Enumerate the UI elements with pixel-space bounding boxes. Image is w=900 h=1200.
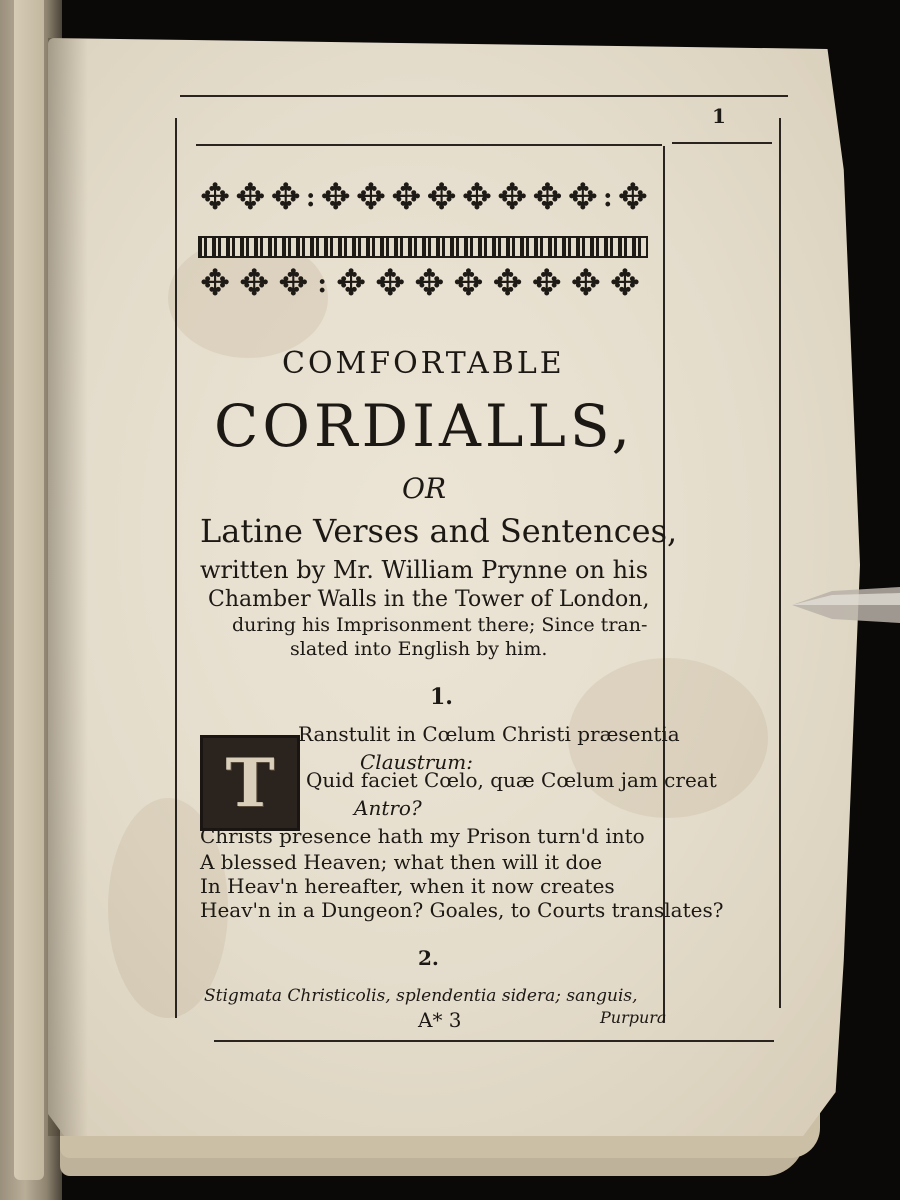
fleuron-icon: ✥ <box>335 263 367 304</box>
section-number-1: 1. <box>430 684 453 710</box>
header-rule-left <box>196 144 662 146</box>
ornament-bottom-row <box>200 263 640 304</box>
verse-english-line-3: In Heav'n hereafter, when it now creates <box>200 874 615 898</box>
fleuron-icon: ✥ <box>200 263 231 304</box>
gutter-shadow <box>48 38 88 1136</box>
fleuron-icon: ✥ <box>320 177 351 218</box>
ornament-colon: : <box>603 183 613 213</box>
fleuron-icon: ✥ <box>453 263 484 304</box>
ornament-top-row <box>200 177 648 218</box>
frame-outer-right <box>779 118 781 1008</box>
section-number-2: 2. <box>418 946 439 970</box>
subtitle-line-5: slated into English by him. <box>290 638 548 660</box>
fleuron-icon: ✥ <box>200 177 231 218</box>
signature-mark: A* 3 <box>418 1008 462 1032</box>
fleuron-icon: ✥ <box>235 177 266 218</box>
fleuron-icon: ✥ <box>375 263 406 304</box>
verse-latin-line-3: Stigmata Christicolis, splendentia sidera; sanguis, <box>204 986 638 1006</box>
verse-english-line-1: Christs presence hath my Prison turn'd into <box>200 824 645 848</box>
title-line-2: CORDIALLS, <box>214 392 635 460</box>
subtitle-line-1: Latine Verses and Sentences, <box>200 512 678 550</box>
subtitle-line-2: written by Mr. William Prynne on his <box>200 556 649 584</box>
fleuron-icon: ✥ <box>609 263 640 304</box>
ornament-band <box>198 236 648 258</box>
top-rule <box>180 95 788 97</box>
verse-latin-line-2-turnover: Antro? <box>354 796 422 820</box>
fleuron-icon: ✥ <box>497 177 528 218</box>
left-page-fold <box>14 0 44 1180</box>
verse-english-line-2: A blessed Heaven; what then will it doe <box>200 850 603 874</box>
ornament-colon: : <box>317 269 327 299</box>
ornament-colon: : <box>305 183 316 213</box>
verse-latin-line-2: Quid faciet Cœlo, quæ Cœlum jam creat <box>306 768 717 792</box>
fleuron-icon: ✥ <box>532 177 563 218</box>
fleuron-icon: ✥ <box>461 177 492 218</box>
initial-letter: T <box>225 744 275 822</box>
page-pointer-icon <box>792 585 900 625</box>
fleuron-icon: ✥ <box>270 177 301 218</box>
fleuron-icon: ✥ <box>426 177 457 218</box>
fleuron-icon: ✥ <box>414 263 445 304</box>
catchword: Purpura <box>600 1008 667 1027</box>
fleuron-icon: ✥ <box>567 177 598 218</box>
subtitle-line-4: during his Imprisonment there; Since tran- <box>232 614 648 636</box>
fleuron-icon: ✥ <box>492 263 523 304</box>
subtitle-line-3: Chamber Walls in the Tower of London, <box>208 587 650 612</box>
fleuron-icon: ✥ <box>278 263 309 304</box>
frame-inner-right <box>663 146 665 1022</box>
bottom-rule <box>214 1040 774 1042</box>
fleuron-icon: ✥ <box>391 177 422 218</box>
verse-latin-line-1-turnover: Claustrum: <box>360 750 473 774</box>
verse-english-line-4: Heav'n in a Dungeon? Goales, to Courts translates? <box>200 898 724 922</box>
fleuron-icon: ✥ <box>239 263 270 304</box>
fleuron-icon: ✥ <box>531 263 562 304</box>
frame-left <box>175 118 177 1018</box>
fleuron-icon: ✥ <box>570 263 601 304</box>
page-number: 1 <box>712 104 726 128</box>
title-or: OR <box>402 472 447 505</box>
fleuron-icon: ✥ <box>355 177 387 218</box>
header-rule-right <box>672 142 772 144</box>
fleuron-icon: ✥ <box>617 177 648 218</box>
woodcut-initial <box>200 735 300 831</box>
title-line-1: COMFORTABLE <box>282 346 565 381</box>
verse-latin-line-1: Ranstulit in Cœlum Christi præsentia <box>298 722 680 746</box>
